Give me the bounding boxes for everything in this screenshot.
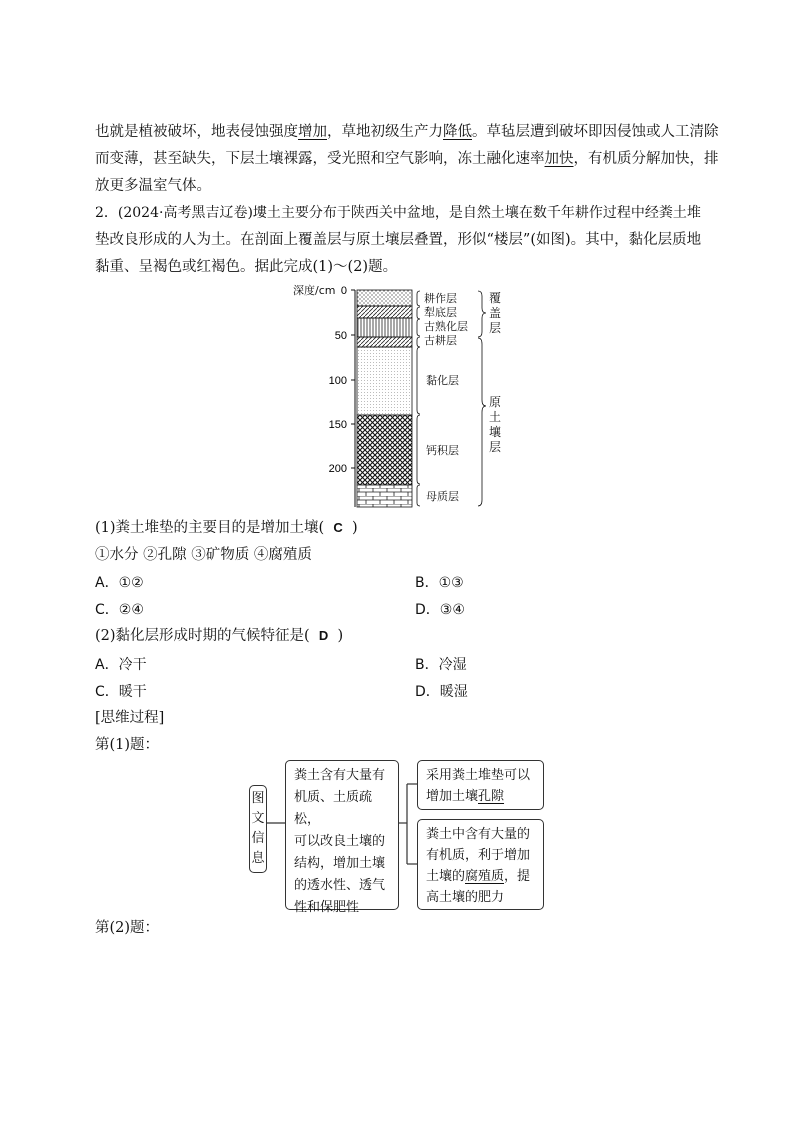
layer-label-ancient-mature: 古熟化层 [424, 320, 468, 333]
original-layer-char-2: 土 [489, 410, 502, 424]
text: ，有机质分解加快，排 [573, 151, 719, 167]
box-line: 机质、土质疏松， [294, 790, 373, 827]
soil-profile-figure [285, 280, 515, 512]
humus-conclusion-box [417, 819, 544, 910]
option-2b: B．冷湿 [415, 657, 467, 673]
thinking-q2-label: 第(2)题： [95, 920, 160, 936]
info-source-box [249, 785, 267, 873]
pore-conclusion-box [417, 760, 544, 810]
underlined-text: 腐殖质 [465, 869, 505, 884]
original-layer-char-1: 原 [489, 395, 502, 409]
manure-soil-box [285, 760, 399, 915]
text: 。草毡层遭到破坏即因侵蚀或人工清除 [472, 124, 719, 140]
box-line: 粪土中含有大量的 [426, 827, 531, 842]
layer-label-parent: 母质层 [426, 490, 459, 503]
info-char: 息 [251, 851, 265, 866]
thinking-process-title: [思维过程] [95, 710, 165, 726]
cover-layer-char-2: 盖 [489, 306, 502, 320]
layer-label-calcic: 钙积层 [426, 444, 459, 457]
box-line: 结构，增加土壤 [294, 856, 386, 871]
info-char: 文 [251, 811, 265, 826]
question-2-line-1: 2．(2024·高考黑吉辽卷)塿土主要分布于陕西关中盆地，是自然土壤在数千年耕作过程中经粪土堆 [95, 205, 701, 221]
underlined-text: 降低 [443, 124, 472, 140]
info-char: 信 [251, 831, 265, 846]
underlined-text: 加快 [544, 151, 574, 167]
text: 土壤的 [426, 869, 466, 884]
depth-axis-label: 深度/cm [293, 284, 336, 297]
option-1b: B．①③ [415, 575, 464, 591]
cover-layer-char-1: 覆 [489, 291, 502, 305]
layer-label-ancient-plow: 古耕层 [424, 334, 457, 347]
intro-line-1 [95, 122, 719, 142]
box-line [426, 786, 537, 807]
box-line: 性和保肥性 [294, 900, 360, 915]
text: ) [352, 520, 358, 536]
text: ) [337, 628, 344, 644]
option-1c: C．②④ [95, 602, 144, 618]
sub-question-2 [95, 626, 343, 646]
box-line: 的透水性、透气 [294, 878, 386, 893]
option-1d: D．③④ [415, 602, 465, 618]
box-line: 采用粪土堆垫可以 [426, 768, 531, 783]
intro-line-3: 放更多温室气体。 [95, 178, 211, 194]
option-2a: A．冷干 [95, 657, 147, 673]
tick-150: 150 [328, 419, 347, 431]
sub-question-2-answer: D [318, 628, 329, 643]
tick-50: 50 [334, 330, 347, 342]
underlined-text: 孔隙 [478, 789, 505, 804]
text: ，提 [504, 869, 531, 884]
box-line: 有机质，利于增加 [426, 848, 531, 863]
sub-question-1-stem: (1)粪土堆垫的主要目的是增加土壤( [95, 520, 325, 536]
original-layer-char-4: 层 [489, 440, 502, 454]
box-line: 粪土含有大量有 [294, 768, 386, 783]
box-line: 高土壤的肥力 [426, 890, 505, 905]
original-layer-char-3: 壤 [489, 425, 502, 439]
layer-label-clay: 黏化层 [426, 374, 459, 387]
sub-question-2-stem: (2)黏化层形成时期的气候特征是( [95, 628, 310, 644]
text: ，草地初级生产力 [327, 124, 443, 140]
box-line [426, 866, 537, 887]
underlined-text: 增加 [298, 124, 327, 140]
thinking-q1-label: 第(1)题： [95, 737, 160, 753]
cover-layer-char-3: 层 [489, 321, 502, 335]
layer-label-cultivation: 耕作层 [424, 292, 457, 305]
option-1a: A．①② [95, 575, 144, 591]
soil-column [357, 290, 412, 507]
text: 也就是植被破坏，地表侵蚀强度 [95, 124, 298, 140]
sub-question-1 [95, 518, 358, 538]
option-2c: C．暖干 [95, 684, 147, 700]
text: 而变薄，甚至缺失，下层土壤裸露，受光照和空气影响，冻土融化速率 [95, 151, 545, 167]
tick-0: 0 [340, 285, 347, 297]
tick-100: 100 [328, 375, 347, 387]
option-2d: D．暖湿 [415, 684, 468, 700]
tick-200: 200 [328, 463, 347, 475]
text: 增加土壤 [426, 789, 479, 804]
question-2-line-3: 黏重、呈褐色或红褐色。据此完成(1)～(2)题。 [95, 259, 398, 275]
question-2-line-2: 垫改良形成的人为土。在剖面上覆盖层与原土壤层叠置，形似“楼层”(如图)。其中，黏化层质地 [95, 232, 702, 248]
depth-ticks [329, 285, 355, 475]
box-line: 可以改良土壤的 [294, 834, 386, 849]
intro-line-2 [95, 149, 719, 169]
sub-question-1-items: ①水分 ②孔隙 ③矿物质 ④腐殖质 [95, 547, 312, 563]
info-char: 图 [251, 791, 265, 806]
layer-label-plow-pan: 犁底层 [424, 306, 457, 319]
sub-question-1-answer: C [333, 520, 343, 535]
